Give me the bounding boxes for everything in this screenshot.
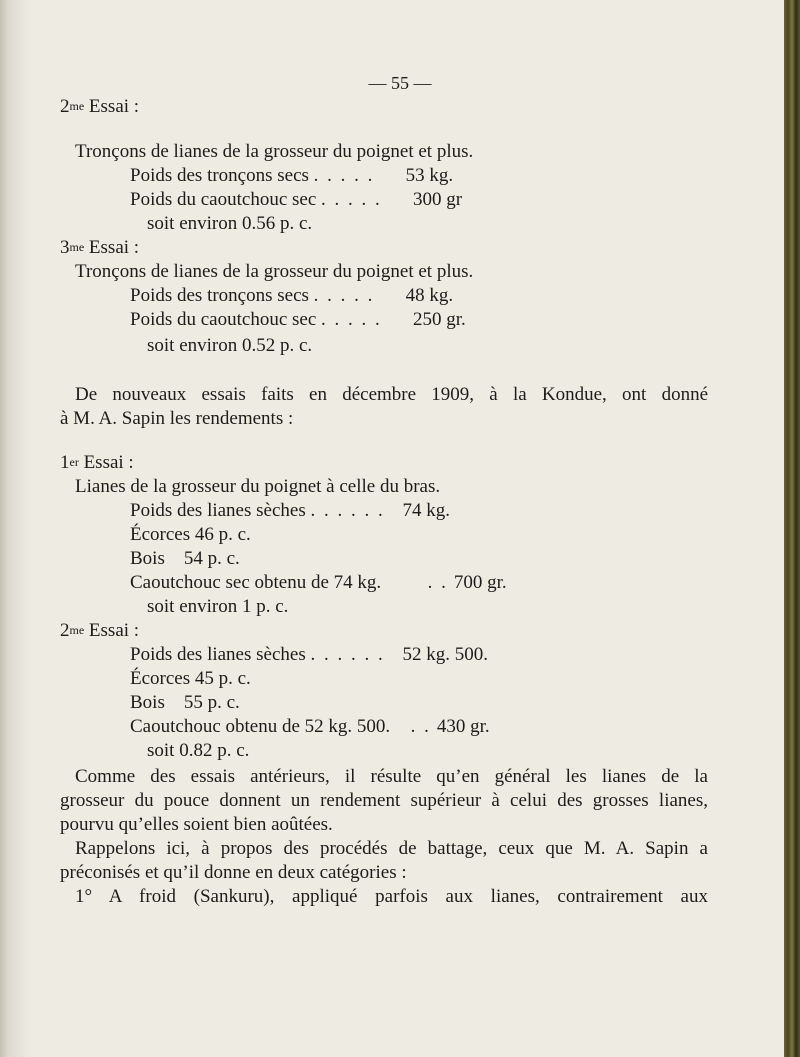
- trial-intro: Tronçons de lianes de la grosseur du poignet et plus.: [75, 261, 474, 282]
- page-number: — 55 —: [368, 73, 432, 93]
- trial-result: soit environ 1 p. c.: [147, 596, 289, 617]
- paragraph-line: grosseur du pouce donnent un rendement supérieur à celui des grosses lianes,: [60, 790, 708, 811]
- trial-result: soit 0.82 p. c.: [147, 740, 250, 761]
- paragraph-line: pourvu qu’elles soient bien aoûtées.: [60, 814, 333, 835]
- measurement-row: Bois 54 p. c.: [130, 548, 240, 569]
- measurement-row: Poids des tronçons secs . . . . . 53 kg.: [130, 165, 454, 186]
- measurement-row: Poids du caoutchouc sec . . . . . 250 gr.: [130, 309, 466, 330]
- trial-result: soit environ 0.56 p. c.: [147, 213, 313, 234]
- trial-heading: $2^{me}$ Essai :: [60, 96, 140, 117]
- page-right-edge: [784, 0, 800, 1057]
- trial-intro: Lianes de la grosseur du poignet à celle du bras.: [75, 476, 441, 497]
- trial-heading: $2^{me}$ Essai :: [60, 620, 140, 641]
- measurement-row: Bois 55 p. c.: [130, 692, 240, 713]
- measurement-row: Écorces 46 p. c.: [130, 524, 251, 545]
- trial-heading: 1er Essai :: [60, 452, 134, 473]
- page-left-gutter: [0, 0, 30, 1057]
- measurement-row: Écorces 45 p. c.: [130, 668, 251, 689]
- measurement-row: Poids des tronçons secs . . . . . 48 kg.: [130, 285, 454, 306]
- paragraph-line: Rappelons ici, à propos des procédés de battage, ceux que M. A. Sapin a: [75, 838, 708, 859]
- paragraph-line: à M. A. Sapin les rendements :: [60, 408, 294, 429]
- measurement-row: Poids des lianes sèches . . . . . . 74 kg.: [130, 500, 450, 521]
- measurement-row: Poids des lianes sèches . . . . . . 52 kg. 500.: [130, 644, 488, 665]
- trial-heading: $3^{me}$ Essai :: [60, 237, 140, 258]
- paragraph-line: Comme des essais antérieurs, il résulte qu’en général les lianes de la: [75, 766, 708, 787]
- paragraph-line: 1° A froid (Sankuru), appliqué parfois aux lianes, contrairement aux: [75, 886, 708, 907]
- measurement-row: Caoutchouc obtenu de 52 kg. 500. . . 430 gr.: [130, 716, 490, 737]
- paragraph-line: préconisés et qu’il donne en deux catégories :: [60, 862, 407, 883]
- paragraph-line: De nouveaux essais faits en décembre 1909, à la Kondue, ont donné: [75, 384, 708, 405]
- trial-result: soit environ 0.52 p. c.: [147, 335, 313, 356]
- measurement-row: Poids du caoutchouc sec . . . . . 300 gr: [130, 189, 463, 210]
- trial-intro: Tronçons de lianes de la grosseur du poignet et plus.: [75, 141, 474, 162]
- measurement-row: Caoutchouc sec obtenu de 74 kg. . . 700 gr.: [130, 572, 507, 593]
